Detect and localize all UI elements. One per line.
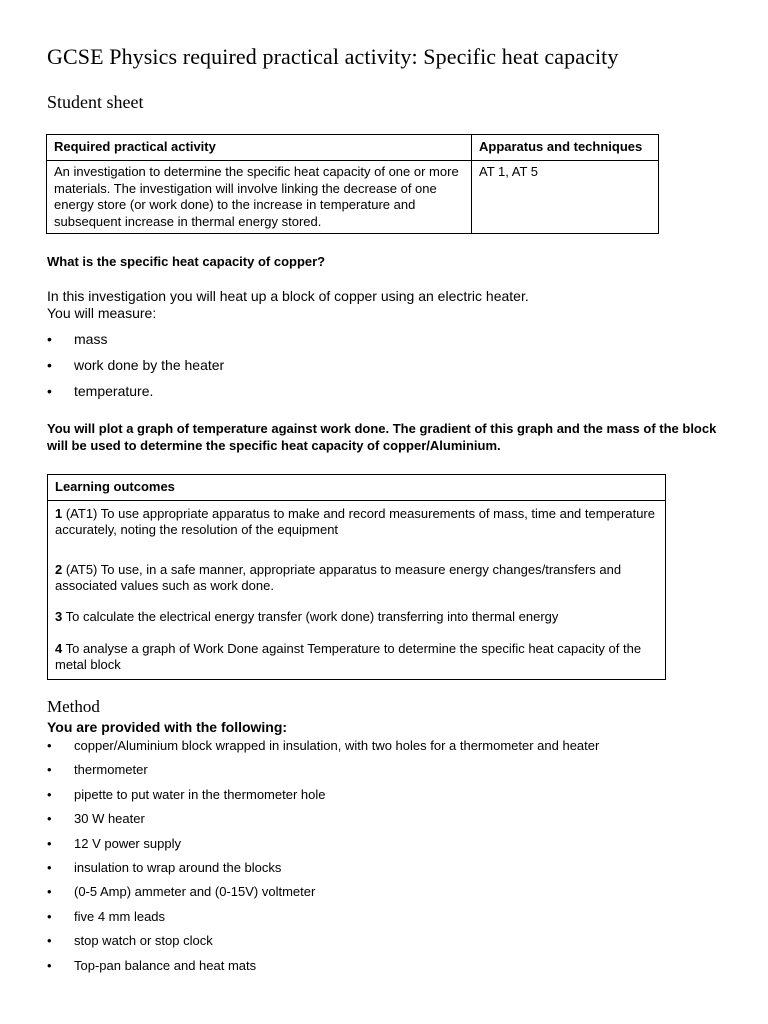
plot-statement: You will plot a graph of temperature against work done. The gradient of this graph and the mass of the block will be used to determine the specific heat capacity of copper/Aluminium. bbox=[47, 421, 717, 453]
learning-outcomes-table bbox=[47, 474, 666, 680]
table-cell bbox=[48, 501, 666, 680]
list-item bbox=[47, 382, 224, 408]
list-item bbox=[47, 330, 224, 356]
list-item bbox=[47, 761, 599, 785]
bullet-icon: • bbox=[47, 908, 52, 924]
bullet-icon: • bbox=[47, 331, 52, 347]
bullet-icon: • bbox=[47, 957, 52, 973]
list-item-text: thermometer bbox=[74, 762, 148, 778]
list-item-text: temperature. bbox=[74, 383, 154, 399]
list-item-text: copper/Aluminium block wrapped in insulation, with two holes for a thermometer and heater bbox=[74, 738, 600, 753]
bullet-icon: • bbox=[47, 357, 52, 373]
measurement-list bbox=[47, 330, 224, 408]
table-header-row bbox=[47, 135, 659, 161]
outcome-number: 3 bbox=[55, 609, 63, 624]
intro-line: In this investigation you will heat up a block of copper using an electric heater. bbox=[47, 288, 529, 304]
list-item bbox=[47, 859, 599, 883]
list-item-text: work done by the heater bbox=[74, 357, 225, 373]
table-header-row bbox=[48, 475, 666, 501]
table-cell: An investigation to determine the specific heat capacity of one or more materials. The investigation will involve linking the decrease of one energy store (or work done) to the increase in temperature and subsequent increase in thermal energy stored. bbox=[47, 161, 472, 234]
provided-heading: You are provided with the following: bbox=[47, 719, 288, 735]
list-item-text: 30 W heater bbox=[74, 811, 145, 827]
bullet-icon: • bbox=[47, 786, 52, 802]
outcome-number: 4 bbox=[55, 641, 63, 656]
table-header-cell: Required practical activity bbox=[47, 135, 472, 161]
outcome-text: To calculate the electrical energy transfer (work done) transferring into thermal energy bbox=[62, 609, 559, 624]
page-subtitle: Student sheet bbox=[47, 92, 144, 112]
list-item bbox=[47, 835, 599, 859]
list-item bbox=[47, 908, 599, 932]
list-item bbox=[47, 356, 224, 382]
list-item bbox=[47, 932, 599, 956]
bullet-icon: • bbox=[47, 884, 52, 900]
outcome-number: 1 bbox=[55, 506, 63, 521]
bullet-icon: • bbox=[47, 762, 52, 778]
research-question: What is the specific heat capacity of copper? bbox=[47, 254, 326, 269]
activity-table bbox=[46, 134, 659, 234]
bullet-icon: • bbox=[47, 933, 52, 949]
list-item bbox=[47, 883, 599, 907]
list-item bbox=[47, 810, 599, 834]
outcome-text: (AT5) To use, in a safe manner, appropriate apparatus to measure energy changes/transfers and associated values such as work done. bbox=[55, 562, 622, 593]
list-item bbox=[47, 957, 599, 981]
list-item-text: mass bbox=[74, 331, 108, 347]
list-item-text: stop watch or stop clock bbox=[74, 933, 213, 949]
list-item-text: (0-5 Amp) ammeter and (0-15V) voltmeter bbox=[74, 884, 316, 900]
table-cell: AT 1, AT 5 bbox=[472, 161, 659, 234]
table-header-cell: Apparatus and techniques bbox=[472, 135, 659, 161]
table-row bbox=[48, 501, 666, 680]
bullet-icon: • bbox=[47, 383, 52, 399]
list-item-text: insulation to wrap around the blocks bbox=[74, 859, 282, 875]
outcome-text: (AT1) To use appropriate apparatus to make and record measurements of mass, time and temperature accurately, noting the resolution of the equipment bbox=[55, 506, 655, 537]
intro-line: You will measure: bbox=[47, 305, 157, 321]
page-title: GCSE Physics required practical activity: Specific heat capacity bbox=[47, 44, 619, 69]
list-item bbox=[47, 737, 599, 761]
outcome-text: To analyse a graph of Work Done against Temperature to determine the specific heat capacity of the metal block bbox=[55, 641, 642, 672]
learning-outcome bbox=[55, 641, 658, 673]
intro-text bbox=[47, 288, 529, 322]
bullet-icon: • bbox=[47, 738, 52, 753]
bullet-icon: • bbox=[47, 811, 52, 827]
list-item-text: Top-pan balance and heat mats bbox=[74, 957, 257, 973]
list-item-text: 12 V power supply bbox=[74, 835, 181, 851]
bullet-icon: • bbox=[47, 859, 52, 875]
apparatus-list bbox=[47, 737, 599, 981]
table-row bbox=[47, 161, 659, 234]
table-header-cell: Learning outcomes bbox=[48, 475, 666, 501]
method-heading: Method bbox=[47, 697, 100, 716]
learning-outcome bbox=[55, 562, 658, 594]
learning-outcome bbox=[55, 506, 658, 538]
list-item bbox=[47, 786, 599, 810]
bullet-icon: • bbox=[47, 835, 52, 851]
outcome-number: 2 bbox=[55, 562, 63, 577]
learning-outcome bbox=[55, 609, 658, 625]
list-item-text: five 4 mm leads bbox=[74, 908, 166, 924]
list-item-text: pipette to put water in the thermometer hole bbox=[74, 786, 326, 802]
